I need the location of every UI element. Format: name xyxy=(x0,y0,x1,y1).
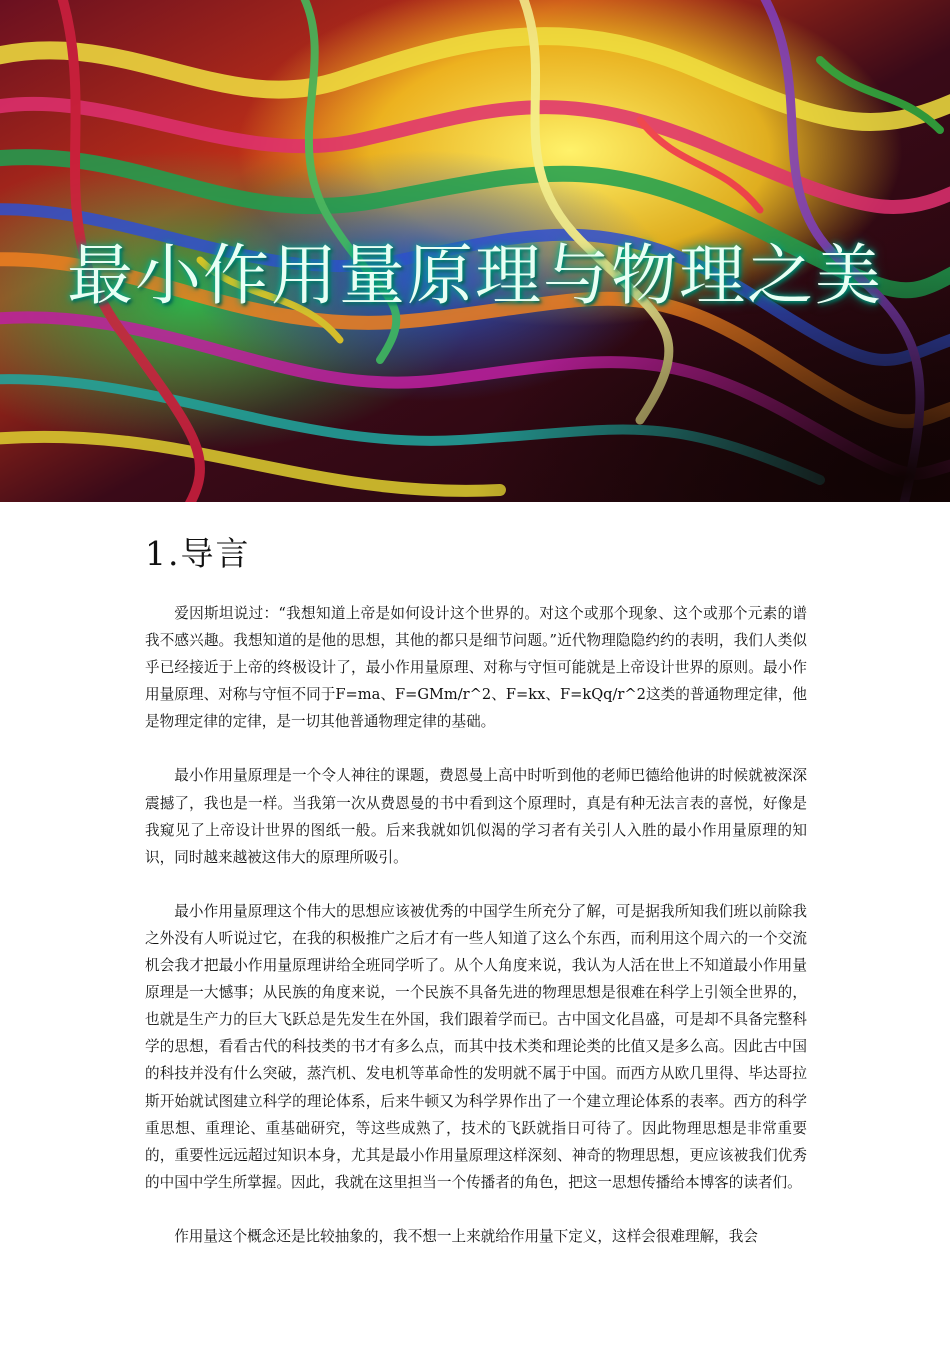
paragraph-4: 作用量这个概念还是比较抽象的，我不想一上来就给作用量下定义，这样会很难理解，我会 xyxy=(174,1227,758,1245)
header-banner xyxy=(0,0,950,502)
section-heading: 1.导言 xyxy=(145,534,251,573)
paragraph-3: 最小作用量原理这个伟大的思想应该被优秀的中国学生所充分了解，可是据我所知我们班以前除我之外没有人听说过它，在我的积极推广之后才有一些人知道了这么个东西，而利用这个周六的一个交流机会我才把最小作用量原理讲给全班同学听了。从个人角度来说，我认为人活在世上不知道最小作用量原理是一大憾事；从民族的角度来说，一个民族不具备先进的物理思想是很难在科学上引领全世界的，也就是生产力的巨大飞跃总是先发生在外国，我们跟着学而已。古中国文化昌盛，可是却不具备完整科学的思想，看看古代的科技类的书才有多么点，而其中技术类和理论类的比值又是多么高。因此古中国的科技并没有什么突破，蒸汽机、发电机等革命性的发明就不属于中国。而西方从欧几里得、毕达哥拉斯开始就试图建立科学的理论体系，后来牛顿又为科学界作出了一个建立理论体系的表率。西方的科学重思想、重理论、重基础研究，等这些成熟了，技术的飞跃就指日可待了。因此物理思想是非常重要的，重要性远远超过知识本身，尤其是最小作用量原理这样深刻、神奇的物理思想，更应该被我们优秀的中国中学生所掌握。因此，我就在这里担当一个传播者的角色，把这一思想传播给本博客的读者们。 xyxy=(145,902,807,1191)
article-body xyxy=(145,530,807,1250)
page-title: 最小作用量原理与物理之美 xyxy=(67,237,883,314)
paragraph-1: 爱因斯坦说过：“我想知道上帝是如何设计这个世界的。对这个或那个现象、这个或那个元素的谱我不感兴趣。我想知道的是他的思想，其他的都只是细节问题。”近代物理隐隐约约的表明，我们人类似乎已经接近于上帝的终极设计了，最小作用量原理、对称与守恒可能就是上帝设计世界的原则。最小作用量原理、对称与守恒不同于F=ma、F=GMm/r^2、F=kx、F=kQq/r^2这类的普通物理定律，他是物理定律的定律，是一切其他普通物理定律的基础。 xyxy=(145,605,807,731)
paragraph-2: 最小作用量原理是一个令人神往的课题，费恩曼上高中时听到他的老师巴德给他讲的时候就被深深震撼了，我也是一样。当我第一次从费恩曼的书中看到这个原理时，真是有种无法言表的喜悦，好像是我窥见了上帝设计世界的图纸一般。后来我就如饥似渴的学习者有关引人入胜的最小作用量原理的知识，同时越来越被这伟大的原理所吸引。 xyxy=(145,767,807,866)
